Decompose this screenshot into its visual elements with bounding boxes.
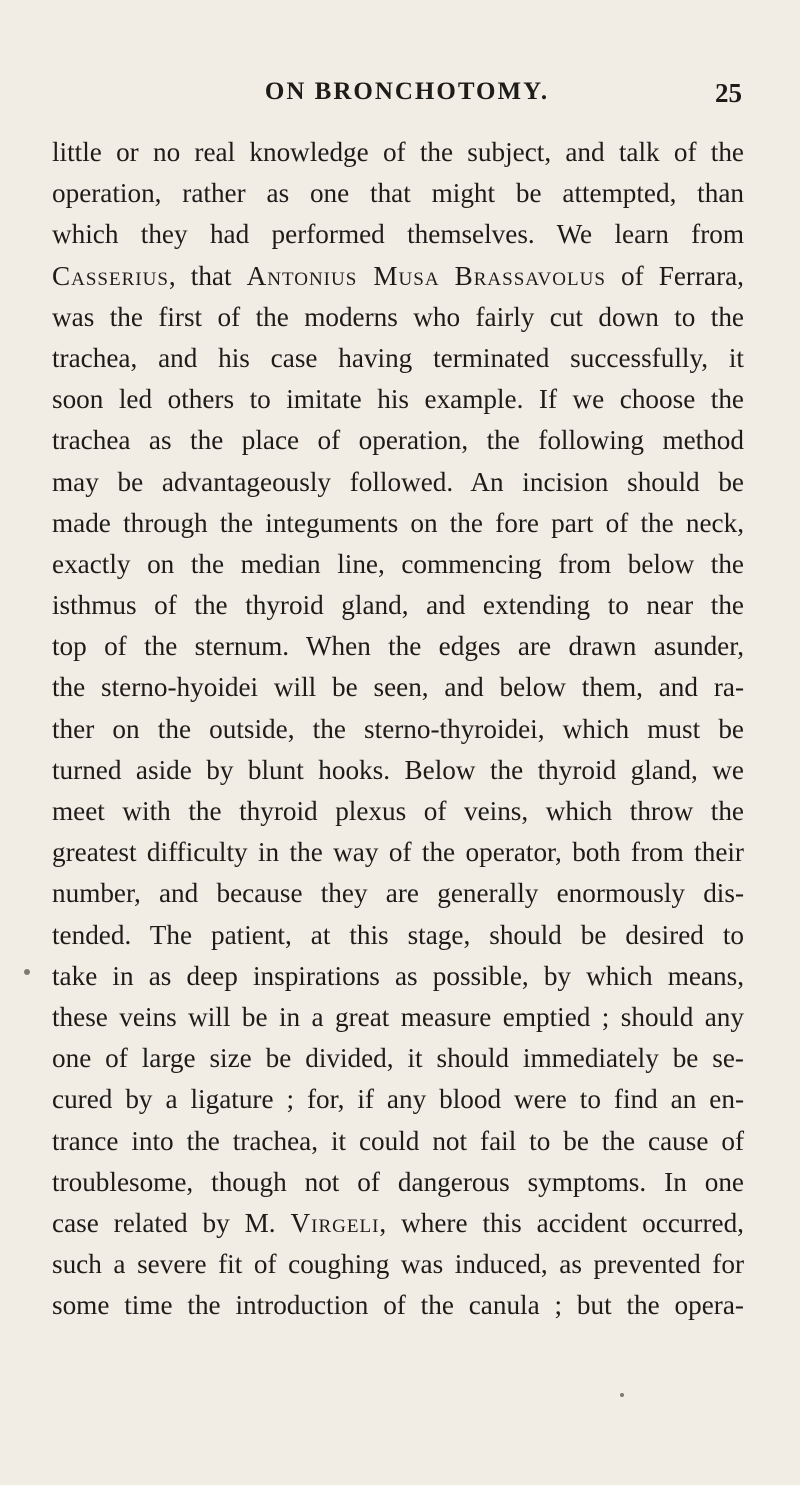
- text-line-20: tended. The patient, at this stage, should be desired to: [52, 919, 744, 950]
- text-line-8: trachea as the place of operation, the following method: [52, 425, 744, 456]
- body-text: [52, 132, 744, 1326]
- name-brassavolus: Brassavolus: [454, 260, 606, 291]
- text-line-10: made through the integuments on the fore part of the neck,: [52, 507, 744, 538]
- text-line-27: case related by M. Virgeli, where this accident occurred,: [52, 1207, 744, 1238]
- text-line-9: may be advantageously followed. An incision should be: [52, 466, 744, 497]
- text-line-22: these veins will be in a great measure emptied ; should any: [52, 1001, 744, 1032]
- name-virgeli: Virgeli: [290, 1207, 380, 1238]
- text-line-12: isthmus of the thyroid gland, and extending to near the: [52, 590, 744, 621]
- ink-speck: [620, 1393, 624, 1397]
- text-line-4: Casserius, that Antonius Musa Brassavolus of Ferrara,: [52, 260, 744, 291]
- text-line-1: little or no real knowledge of the subject, and talk of the: [52, 137, 744, 167]
- page-header: [52, 78, 742, 118]
- text-line-23: one of large size be divided, it should immediately be se-: [52, 1043, 744, 1074]
- text-line-28: such a severe fit of coughing was induced, as prevented for: [52, 1249, 744, 1280]
- text-line-11: exactly on the median line, commencing from below the: [52, 548, 744, 579]
- name-antonius-musa: Antonius Musa: [246, 260, 440, 291]
- text-line-25: trance into the trachea, it could not fail to be the cause of: [52, 1125, 744, 1156]
- text-line-18: greatest difficulty in the way of the operator, both from their: [52, 837, 744, 868]
- text-line-16: turned aside by blunt hooks. Below the thyroid gland, we: [52, 754, 744, 785]
- text-line-13: top of the sternum. When the edges are drawn asunder,: [52, 631, 744, 662]
- text-line-17: meet with the thyroid plexus of veins, which throw the: [52, 796, 744, 826]
- text-line-26: troublesome, though not of dangerous symptoms. In one: [52, 1166, 744, 1197]
- ink-speck: [24, 969, 30, 975]
- text-line-3: which they had performed themselves. We learn from: [52, 219, 744, 250]
- page-number: 25: [715, 78, 742, 108]
- text-line-6: trachea, and his case having terminated successfully, it: [52, 342, 744, 373]
- text-line-5: was the first of the moderns who fairly cut down to the: [52, 301, 744, 332]
- text-line-7: soon led others to imitate his example. If we choose the: [52, 384, 744, 415]
- text-line-29: some time the introduction of the canula ; but the opera-: [52, 1290, 744, 1321]
- text-line-21: take in as deep inspirations as possible, by which means,: [52, 960, 744, 991]
- name-casserius: Casserius: [52, 260, 169, 291]
- text-line-14: the sterno-hyoidei will be seen, and below them, and ra-: [52, 672, 744, 703]
- text-line-24: cured by a ligature ; for, if any blood were to find an en-: [52, 1084, 744, 1115]
- text-line-2: operation, rather as one that might be attempted, than: [52, 178, 744, 209]
- text-line-15: ther on the outside, the sterno-thyroidei, which must be: [52, 713, 744, 744]
- running-title: ON BRONCHOTOMY.: [264, 78, 550, 105]
- text-line-19: number, and because they are generally enormously dis-: [52, 878, 744, 909]
